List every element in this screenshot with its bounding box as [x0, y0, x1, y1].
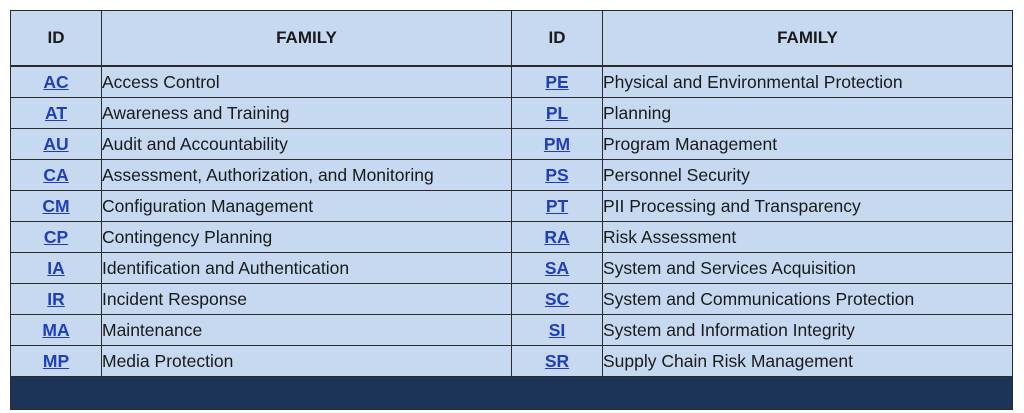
control-families-table-container	[10, 10, 1013, 402]
id-cell-left	[11, 98, 102, 129]
family-id-link[interactable]: PS	[545, 164, 569, 185]
id-cell-right	[512, 222, 603, 253]
family-name-right: Program Management	[603, 129, 1013, 160]
id-cell-left	[11, 160, 102, 191]
id-cell-left	[11, 346, 102, 377]
family-name-right: System and Services Acquisition	[603, 253, 1013, 284]
table-row	[11, 284, 1013, 315]
table-row	[11, 253, 1013, 284]
id-cell-right	[512, 129, 603, 160]
family-name-left: Maintenance	[102, 315, 512, 346]
id-cell-right	[512, 66, 603, 98]
family-id-link[interactable]: SR	[544, 350, 570, 371]
family-id-link[interactable]: CA	[43, 164, 69, 185]
family-id-link[interactable]: PL	[545, 102, 569, 123]
family-id-link[interactable]: SA	[544, 257, 570, 278]
family-name-left: Configuration Management	[102, 191, 512, 222]
family-name-left: Audit and Accountability	[102, 129, 512, 160]
table-row	[11, 129, 1013, 160]
family-name-right: Physical and Environmental Protection	[603, 66, 1013, 98]
footer-bar	[10, 377, 1013, 410]
family-name-left: Contingency Planning	[102, 222, 512, 253]
family-name-right: System and Information Integrity	[603, 315, 1013, 346]
family-name-left: Media Protection	[102, 346, 512, 377]
family-id-link[interactable]: CP	[43, 226, 69, 247]
table-row	[11, 66, 1013, 98]
header-id-left: ID	[11, 11, 102, 67]
family-id-link[interactable]: SC	[544, 288, 570, 309]
family-id-link[interactable]: PM	[543, 133, 571, 154]
family-id-link[interactable]: PT	[545, 195, 569, 216]
id-cell-right	[512, 191, 603, 222]
family-id-link[interactable]: MP	[42, 350, 70, 371]
family-name-right: Planning	[603, 98, 1013, 129]
family-id-link[interactable]: CM	[42, 195, 70, 216]
family-name-left: Incident Response	[102, 284, 512, 315]
family-name-right: Risk Assessment	[603, 222, 1013, 253]
id-cell-left	[11, 284, 102, 315]
family-id-link[interactable]: RA	[544, 226, 570, 247]
id-cell-right	[512, 346, 603, 377]
table-row	[11, 222, 1013, 253]
family-name-left: Awareness and Training	[102, 98, 512, 129]
table-body	[11, 66, 1013, 377]
id-cell-left	[11, 191, 102, 222]
table-row	[11, 160, 1013, 191]
table-row	[11, 98, 1013, 129]
id-cell-left	[11, 253, 102, 284]
id-cell-left	[11, 315, 102, 346]
family-name-right: Personnel Security	[603, 160, 1013, 191]
family-name-right: PII Processing and Transparency	[603, 191, 1013, 222]
family-id-link[interactable]: SI	[548, 319, 566, 340]
id-cell-right	[512, 315, 603, 346]
family-name-right: Supply Chain Risk Management	[603, 346, 1013, 377]
family-id-link[interactable]: PE	[545, 71, 569, 92]
family-name-left: Access Control	[102, 66, 512, 98]
header-family-left: FAMILY	[102, 11, 512, 67]
family-id-link[interactable]: AC	[43, 71, 69, 92]
family-name-right: System and Communications Protection	[603, 284, 1013, 315]
id-cell-left	[11, 129, 102, 160]
family-id-link[interactable]: MA	[42, 319, 70, 340]
id-cell-left	[11, 66, 102, 98]
id-cell-right	[512, 160, 603, 191]
family-id-link[interactable]: AT	[44, 102, 68, 123]
id-cell-right	[512, 284, 603, 315]
family-id-link[interactable]: IA	[47, 257, 65, 278]
family-id-link[interactable]: AU	[43, 133, 69, 154]
table-row	[11, 191, 1013, 222]
header-family-right: FAMILY	[603, 11, 1013, 67]
header-row	[11, 11, 1013, 67]
id-cell-right	[512, 98, 603, 129]
id-cell-right	[512, 253, 603, 284]
header-id-right: ID	[512, 11, 603, 67]
family-id-link[interactable]: IR	[47, 288, 65, 309]
id-cell-left	[11, 222, 102, 253]
table-row	[11, 346, 1013, 377]
table-row	[11, 315, 1013, 346]
family-name-left: Assessment, Authorization, and Monitoring	[102, 160, 512, 191]
family-name-left: Identification and Authentication	[102, 253, 512, 284]
control-families-table	[10, 10, 1013, 377]
